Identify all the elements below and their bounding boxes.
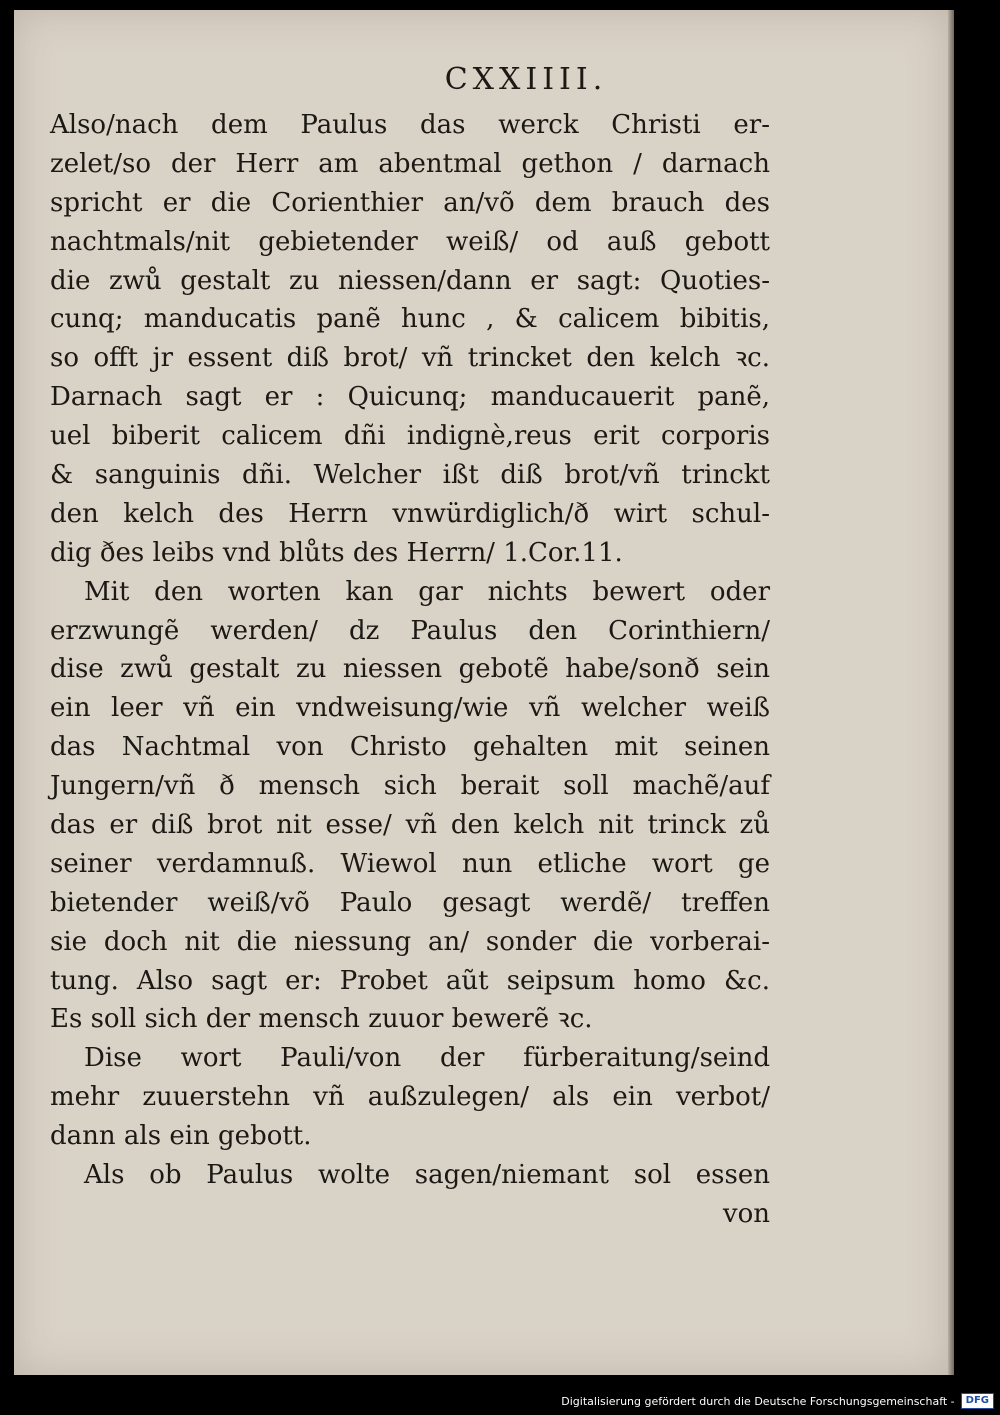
text-block [50,106,770,1234]
page-edge-shadow [948,10,954,1375]
catchword: von [722,1198,770,1229]
text-line: erzwungẽ werden/ dz Paulus den Corinthiern/ [50,615,770,646]
text-line: cunq; manducatis panẽ hunc , & calicem bibitis, [50,304,770,335]
book-page [14,10,948,1375]
text-line: nachtmals/nit gebietender weiß/ od auß gebott [50,226,770,257]
text-line: Es soll sich der mensch zuuor bewerẽ ꝛc. [50,1004,593,1035]
credit-text: Digitalisierung gefördert durch die Deutsche Forschungsgemeinschaft - [561,1394,955,1408]
text-line: die zwů gestalt zu niessen/dann er sagt: Quoties- [50,265,770,296]
text-line: Darnach sagt er : Quicunq; manducauerit panẽ, [50,382,770,413]
text-line: bietender weiß/võ Paulo gesagt werdẽ/ treffen [50,887,770,918]
text-line: das Nachtmal von Christo gehalten mit seinen [50,732,770,763]
text-line: dise zwů gestalt zu niessen gebotẽ habe/sonð sein [50,654,770,685]
text-line: dig ðes leibs vnd blůts des Herrn/ 1.Cor.11. [50,537,623,568]
text-line: seiner verdamnuß. Wiewol nun etliche wort ge [50,848,770,879]
text-line: zelet/so der Herr am abentmal gethon / darnach [50,148,770,179]
text-line: den kelch des Herrn vnwürdiglich/ð wirt schul- [50,498,770,529]
text-line: Jungern/vñ ð mensch sich berait soll machẽ/auf [50,771,770,802]
text-line: & sanguinis dñi. Welcher ißt diß brot/vñ trinckt [50,460,770,491]
text-line: Mit den worten kan gar nichts bewert oder [84,576,770,607]
text-line: dann als ein gebott. [50,1121,312,1152]
dfg-logo: DFG [961,1393,994,1409]
text-line: so offt jr essent diß brot/ vñ trincket den kelch ꝛc. [50,343,770,374]
text-line: das er diß brot nit esse/ vñ den kelch nit trinck zů [50,810,770,841]
text-line: ein leer vñ ein vndweisung/wie vñ welcher weiß [50,693,770,724]
text-line: Dise wort Pauli/von der fürberaitung/seind [84,1043,770,1074]
text-line: spricht er die Corienthier an/võ dem brauch des [50,187,770,218]
text-line: sie doch nit die niessung an/ sonder die vorberai- [50,926,770,957]
page-number: CXXIIII. [444,62,608,97]
text-line: Also/nach dem Paulus das werck Christi er- [50,110,770,140]
digitization-credit [561,1393,1000,1409]
text-line: tung. Also sagt er: Probet aũt seipsum homo &c. [50,965,770,996]
text-line: uel biberit calicem dñi indignè,reus erit corporis [50,421,770,452]
text-line: Als ob Paulus wolte sagen/niemant sol essen [84,1160,770,1191]
text-line: mehr zuuerstehn vñ außzulegen/ als ein verbot/ [50,1082,770,1113]
